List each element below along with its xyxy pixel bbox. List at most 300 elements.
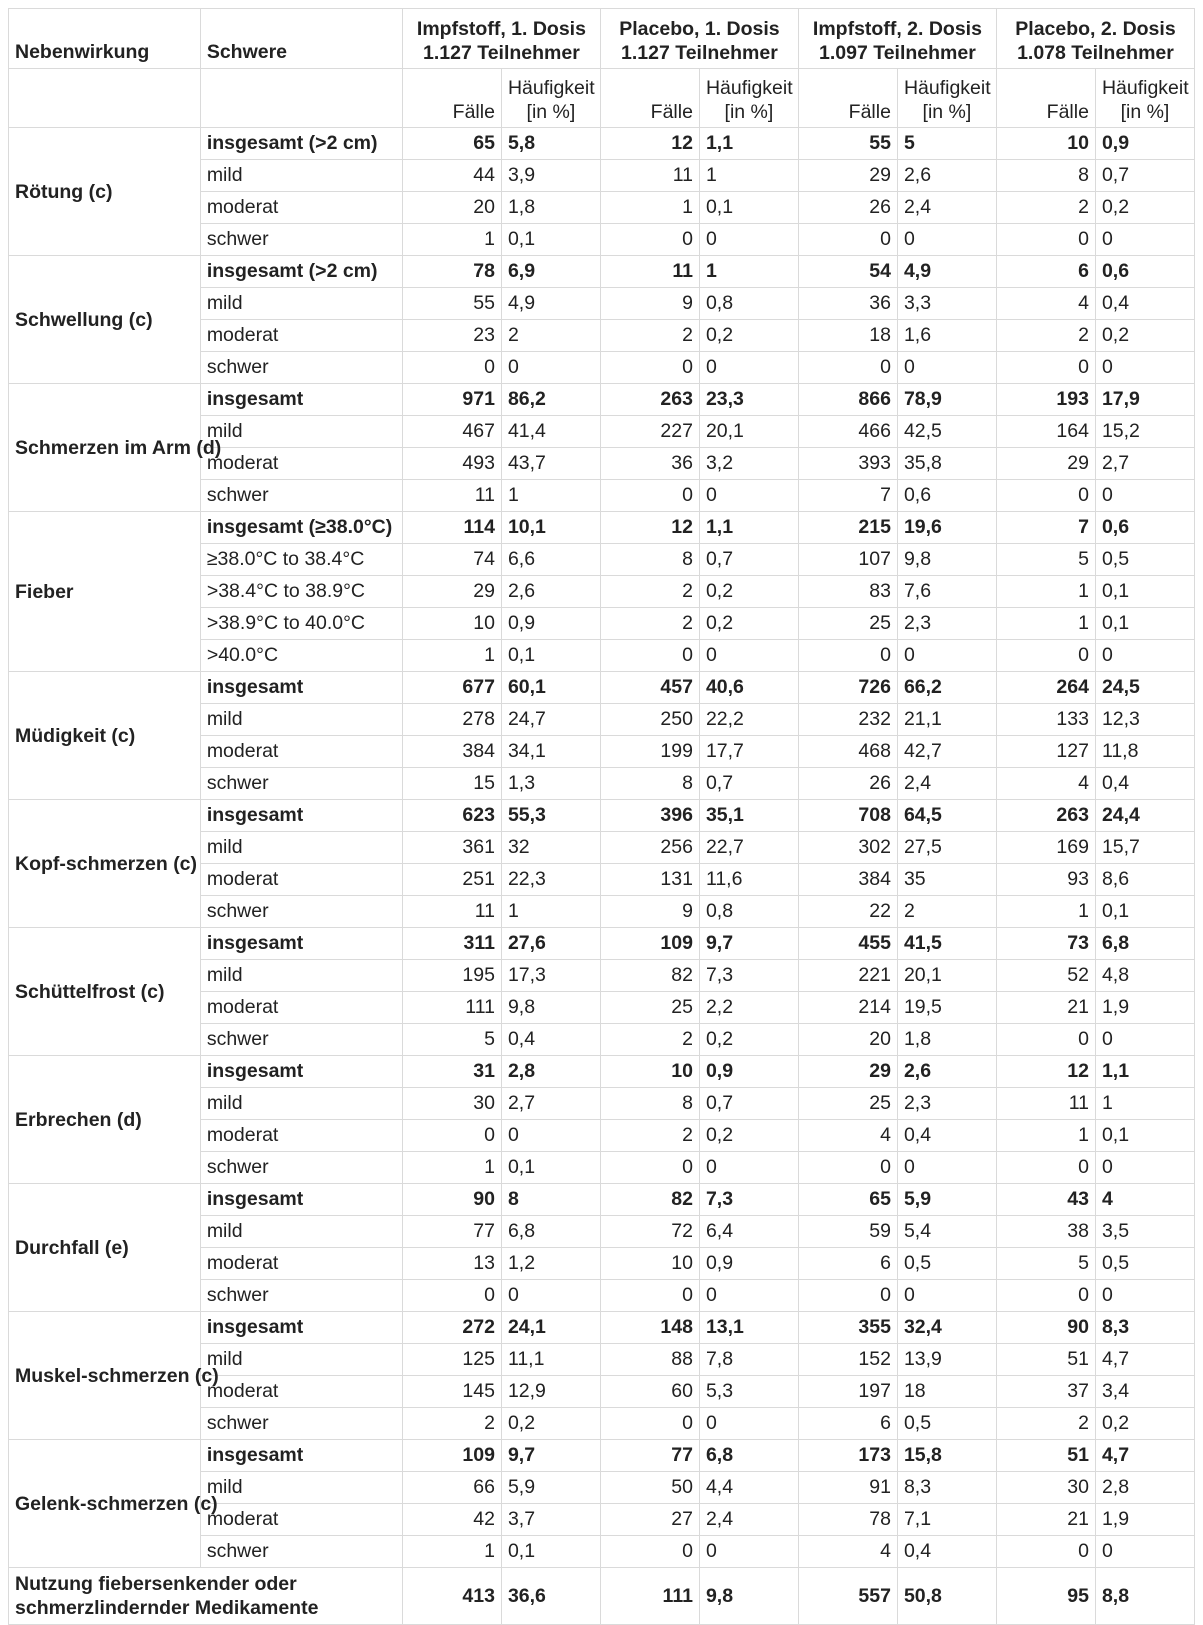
cell-cases: 111 [402, 992, 501, 1024]
cell-cases: 114 [402, 512, 501, 544]
cell-percent: 0,9 [501, 608, 600, 640]
cell-percent: 78,9 [897, 384, 996, 416]
table-row [9, 128, 1195, 160]
cell-percent: 4,9 [897, 256, 996, 288]
cell-percent: 0 [501, 1280, 600, 1312]
header-severity: Schwere [200, 9, 402, 69]
cell-percent: 3,9 [501, 160, 600, 192]
cell-percent: 6,4 [699, 1216, 798, 1248]
cell-cases: 2 [600, 576, 699, 608]
cell-cases: 27 [600, 1504, 699, 1536]
cell-cases: 13 [402, 1248, 501, 1280]
cell-percent: 32 [501, 832, 600, 864]
cell-cases: 263 [600, 384, 699, 416]
cell-percent: 2 [897, 896, 996, 928]
cell-cases: 111 [600, 1568, 699, 1625]
cell-percent: 0 [897, 1152, 996, 1184]
cell-percent: 1,8 [501, 192, 600, 224]
cell-percent: 18 [897, 1376, 996, 1408]
cell-percent: 11,8 [1095, 736, 1194, 768]
cell-cases: 199 [600, 736, 699, 768]
severity-label: insgesamt [200, 1056, 402, 1088]
cell-percent: 2,6 [501, 576, 600, 608]
cell-cases: 5 [996, 1248, 1095, 1280]
cell-percent: 5,9 [897, 1184, 996, 1216]
cell-percent: 0 [897, 640, 996, 672]
header-group [600, 9, 798, 69]
header-frequency: Häufigkeit [in %] [501, 69, 600, 128]
cell-cases: 109 [600, 928, 699, 960]
cell-percent: 0,2 [699, 576, 798, 608]
cell-percent: 0 [699, 480, 798, 512]
group-participants: 1.127 Teilnehmer [423, 42, 580, 64]
cell-cases: 7 [996, 512, 1095, 544]
cell-cases: 195 [402, 960, 501, 992]
cell-percent: 0,8 [699, 896, 798, 928]
severity-label: >38.4°C to 38.9°C [200, 576, 402, 608]
cell-cases: 77 [600, 1440, 699, 1472]
cell-percent: 0,1 [699, 192, 798, 224]
cell-percent: 43,7 [501, 448, 600, 480]
cell-percent: 36,6 [501, 1568, 600, 1625]
cell-cases: 52 [996, 960, 1095, 992]
adverse-effect-name: Rötung (c) [9, 128, 201, 256]
group-name: Impfstoff, 1. Dosis [416, 18, 586, 40]
cell-cases: 2 [600, 1024, 699, 1056]
cell-cases: 457 [600, 672, 699, 704]
cell-percent: 0 [1095, 1152, 1194, 1184]
cell-percent: 4,4 [699, 1472, 798, 1504]
severity-label: schwer [200, 1408, 402, 1440]
group-name: Placebo, 1. Dosis [619, 18, 780, 40]
cell-percent: 0 [699, 1536, 798, 1568]
cell-cases: 278 [402, 704, 501, 736]
cell-cases: 1 [996, 576, 1095, 608]
cell-percent: 1 [1095, 1088, 1194, 1120]
cell-cases: 1 [996, 1120, 1095, 1152]
cell-percent: 4,8 [1095, 960, 1194, 992]
cell-cases: 10 [600, 1056, 699, 1088]
cell-cases: 93 [996, 864, 1095, 896]
cell-percent: 2,4 [897, 192, 996, 224]
cell-cases: 623 [402, 800, 501, 832]
cell-cases: 2 [996, 192, 1095, 224]
cell-percent: 2,6 [897, 160, 996, 192]
cell-cases: 131 [600, 864, 699, 896]
cell-percent: 0,9 [699, 1056, 798, 1088]
cell-percent: 9,7 [501, 1440, 600, 1472]
severity-label: schwer [200, 352, 402, 384]
cell-cases: 25 [600, 992, 699, 1024]
cell-percent: 0,5 [897, 1408, 996, 1440]
cell-cases: 0 [996, 640, 1095, 672]
severity-label: moderat [200, 1376, 402, 1408]
cell-percent: 13,9 [897, 1344, 996, 1376]
cell-cases: 127 [996, 736, 1095, 768]
cell-cases: 1 [996, 896, 1095, 928]
cell-percent: 1,8 [897, 1024, 996, 1056]
adverse-effect-name: Kopf-schmerzen (c) [9, 800, 201, 928]
cell-cases: 152 [798, 1344, 897, 1376]
cell-percent: 9,7 [699, 928, 798, 960]
cell-percent: 0 [699, 640, 798, 672]
adverse-effect-name: Müdigkeit (c) [9, 672, 201, 800]
cell-cases: 302 [798, 832, 897, 864]
cell-cases: 355 [798, 1312, 897, 1344]
severity-label: insgesamt [200, 1440, 402, 1472]
cell-percent: 22,2 [699, 704, 798, 736]
cell-cases: 2 [600, 320, 699, 352]
cell-cases: 0 [996, 480, 1095, 512]
cell-percent: 0,7 [699, 1088, 798, 1120]
cell-percent: 23,3 [699, 384, 798, 416]
cell-cases: 66 [402, 1472, 501, 1504]
cell-cases: 677 [402, 672, 501, 704]
severity-label: schwer [200, 480, 402, 512]
cell-percent: 19,5 [897, 992, 996, 1024]
cell-cases: 4 [798, 1536, 897, 1568]
cell-percent: 0 [897, 352, 996, 384]
cell-percent: 2,7 [501, 1088, 600, 1120]
header-blank [9, 69, 201, 128]
severity-label: insgesamt (>2 cm) [200, 256, 402, 288]
cell-cases: 5 [996, 544, 1095, 576]
severity-label: insgesamt [200, 384, 402, 416]
cell-cases: 4 [996, 288, 1095, 320]
cell-percent: 5 [897, 128, 996, 160]
severity-label: mild [200, 160, 402, 192]
cell-percent: 0,1 [1095, 896, 1194, 928]
cell-cases: 11 [600, 160, 699, 192]
cell-percent: 11,6 [699, 864, 798, 896]
cell-percent: 19,6 [897, 512, 996, 544]
header-row-groups [9, 9, 1195, 69]
cell-cases: 0 [600, 1536, 699, 1568]
cell-percent: 0,1 [501, 640, 600, 672]
cell-percent: 8 [501, 1184, 600, 1216]
cell-percent: 0 [699, 1280, 798, 1312]
cell-cases: 173 [798, 1440, 897, 1472]
severity-label: mild [200, 832, 402, 864]
cell-percent: 2 [501, 320, 600, 352]
severity-label: insgesamt (≥38.0°C) [200, 512, 402, 544]
cell-cases: 8 [600, 768, 699, 800]
cell-cases: 29 [996, 448, 1095, 480]
severity-label: moderat [200, 1248, 402, 1280]
cell-percent: 1,3 [501, 768, 600, 800]
cell-cases: 25 [798, 608, 897, 640]
severity-label: insgesamt [200, 1184, 402, 1216]
header-cases: Fälle [798, 69, 897, 128]
cell-cases: 0 [402, 1280, 501, 1312]
cell-percent: 5,4 [897, 1216, 996, 1248]
cell-cases: 36 [600, 448, 699, 480]
cell-percent: 0 [1095, 1536, 1194, 1568]
cell-percent: 35,8 [897, 448, 996, 480]
cell-percent: 0,4 [501, 1024, 600, 1056]
footer-row [9, 1568, 1195, 1625]
cell-cases: 384 [798, 864, 897, 896]
cell-percent: 0,9 [699, 1248, 798, 1280]
header-frequency: Häufigkeit [in %] [897, 69, 996, 128]
cell-percent: 15,7 [1095, 832, 1194, 864]
cell-cases: 12 [600, 512, 699, 544]
cell-cases: 2 [996, 1408, 1095, 1440]
cell-percent: 64,5 [897, 800, 996, 832]
severity-label: insgesamt [200, 672, 402, 704]
table-row [9, 1312, 1195, 1344]
cell-percent: 9,8 [501, 992, 600, 1024]
cell-cases: 43 [996, 1184, 1095, 1216]
cell-cases: 557 [798, 1568, 897, 1625]
cell-percent: 1,2 [501, 1248, 600, 1280]
cell-cases: 0 [600, 1408, 699, 1440]
cell-cases: 74 [402, 544, 501, 576]
severity-label: moderat [200, 320, 402, 352]
cell-percent: 13,1 [699, 1312, 798, 1344]
cell-cases: 91 [798, 1472, 897, 1504]
cell-percent: 3,2 [699, 448, 798, 480]
cell-percent: 4,7 [1095, 1344, 1194, 1376]
cell-percent: 0,6 [897, 480, 996, 512]
cell-cases: 12 [600, 128, 699, 160]
cell-cases: 109 [402, 1440, 501, 1472]
cell-percent: 8,8 [1095, 1568, 1194, 1625]
cell-cases: 25 [798, 1088, 897, 1120]
cell-cases: 164 [996, 416, 1095, 448]
table-row [9, 1184, 1195, 1216]
severity-label: schwer [200, 1152, 402, 1184]
cell-cases: 125 [402, 1344, 501, 1376]
cell-cases: 83 [798, 576, 897, 608]
cell-percent: 22,3 [501, 864, 600, 896]
cell-cases: 256 [600, 832, 699, 864]
cell-cases: 26 [798, 768, 897, 800]
footer-label: Nutzung fiebersenkender oder schmerzlindernder Medikamente [9, 1568, 403, 1625]
header-blank [200, 69, 402, 128]
cell-cases: 65 [798, 1184, 897, 1216]
cell-cases: 38 [996, 1216, 1095, 1248]
adverse-effect-name: Durchfall (e) [9, 1184, 201, 1312]
cell-cases: 250 [600, 704, 699, 736]
severity-label: insgesamt (>2 cm) [200, 128, 402, 160]
cell-cases: 0 [798, 224, 897, 256]
cell-cases: 78 [798, 1504, 897, 1536]
cell-cases: 107 [798, 544, 897, 576]
header-group [402, 9, 600, 69]
cell-percent: 2,3 [897, 1088, 996, 1120]
cell-percent: 24,7 [501, 704, 600, 736]
cell-cases: 1 [600, 192, 699, 224]
cell-percent: 60,1 [501, 672, 600, 704]
cell-cases: 361 [402, 832, 501, 864]
cell-percent: 0,8 [699, 288, 798, 320]
cell-percent: 10,1 [501, 512, 600, 544]
header-frequency: Häufigkeit [in %] [1095, 69, 1194, 128]
cell-cases: 11 [996, 1088, 1095, 1120]
cell-cases: 78 [402, 256, 501, 288]
cell-percent: 0 [1095, 224, 1194, 256]
cell-cases: 0 [996, 224, 1095, 256]
cell-cases: 2 [402, 1408, 501, 1440]
cell-percent: 1,6 [897, 320, 996, 352]
table-row [9, 1056, 1195, 1088]
cell-percent: 1,1 [699, 512, 798, 544]
cell-cases: 18 [798, 320, 897, 352]
cell-percent: 15,8 [897, 1440, 996, 1472]
cell-percent: 4,7 [1095, 1440, 1194, 1472]
cell-percent: 0 [1095, 480, 1194, 512]
cell-percent: 0,5 [1095, 1248, 1194, 1280]
cell-cases: 0 [996, 352, 1095, 384]
cell-percent: 0,7 [699, 768, 798, 800]
cell-cases: 311 [402, 928, 501, 960]
cell-cases: 272 [402, 1312, 501, 1344]
cell-percent: 2,6 [897, 1056, 996, 1088]
cell-percent: 34,1 [501, 736, 600, 768]
cell-cases: 50 [600, 1472, 699, 1504]
cell-cases: 36 [798, 288, 897, 320]
table-row [9, 256, 1195, 288]
cell-percent: 0,2 [699, 1120, 798, 1152]
cell-cases: 15 [402, 768, 501, 800]
cell-cases: 59 [798, 1216, 897, 1248]
cell-percent: 20,1 [699, 416, 798, 448]
cell-cases: 29 [402, 576, 501, 608]
severity-label: >38.9°C to 40.0°C [200, 608, 402, 640]
cell-cases: 55 [798, 128, 897, 160]
cell-cases: 82 [600, 960, 699, 992]
cell-percent: 0 [699, 352, 798, 384]
cell-cases: 54 [798, 256, 897, 288]
cell-cases: 0 [600, 640, 699, 672]
severity-label: schwer [200, 1280, 402, 1312]
severity-label: mild [200, 960, 402, 992]
header-cases: Fälle [402, 69, 501, 128]
cell-percent: 17,7 [699, 736, 798, 768]
cell-percent: 2,8 [1095, 1472, 1194, 1504]
cell-percent: 11,1 [501, 1344, 600, 1376]
cell-percent: 7,1 [897, 1504, 996, 1536]
cell-cases: 197 [798, 1376, 897, 1408]
cell-percent: 0,1 [501, 224, 600, 256]
cell-cases: 264 [996, 672, 1095, 704]
cell-cases: 31 [402, 1056, 501, 1088]
cell-percent: 21,1 [897, 704, 996, 736]
cell-percent: 1,9 [1095, 1504, 1194, 1536]
cell-percent: 0,5 [897, 1248, 996, 1280]
cell-cases: 6 [798, 1248, 897, 1280]
cell-cases: 10 [402, 608, 501, 640]
header-cases: Fälle [996, 69, 1095, 128]
cell-cases: 12 [996, 1056, 1095, 1088]
cell-percent: 9,8 [699, 1568, 798, 1625]
cell-cases: 90 [996, 1312, 1095, 1344]
cell-cases: 413 [402, 1568, 501, 1625]
cell-percent: 8,3 [1095, 1312, 1194, 1344]
table-row [9, 672, 1195, 704]
adverse-effect-name: Fieber [9, 512, 201, 672]
cell-percent: 2,8 [501, 1056, 600, 1088]
cell-percent: 6,9 [501, 256, 600, 288]
cell-percent: 24,5 [1095, 672, 1194, 704]
cell-percent: 1,9 [1095, 992, 1194, 1024]
cell-percent: 55,3 [501, 800, 600, 832]
cell-cases: 251 [402, 864, 501, 896]
cell-percent: 3,5 [1095, 1216, 1194, 1248]
cell-percent: 5,9 [501, 1472, 600, 1504]
severity-label: schwer [200, 768, 402, 800]
cell-cases: 0 [600, 224, 699, 256]
cell-percent: 3,7 [501, 1504, 600, 1536]
severity-label: mild [200, 1344, 402, 1376]
cell-percent: 42,7 [897, 736, 996, 768]
severity-label: mild [200, 1088, 402, 1120]
cell-cases: 82 [600, 1184, 699, 1216]
cell-percent: 6,8 [699, 1440, 798, 1472]
cell-percent: 0 [1095, 1024, 1194, 1056]
cell-percent: 7,3 [699, 1184, 798, 1216]
cell-percent: 2,4 [699, 1504, 798, 1536]
cell-cases: 221 [798, 960, 897, 992]
cell-cases: 77 [402, 1216, 501, 1248]
cell-cases: 21 [996, 992, 1095, 1024]
cell-percent: 9,8 [897, 544, 996, 576]
cell-cases: 467 [402, 416, 501, 448]
cell-cases: 493 [402, 448, 501, 480]
cell-percent: 5,8 [501, 128, 600, 160]
cell-percent: 4 [1095, 1184, 1194, 1216]
cell-percent: 6,6 [501, 544, 600, 576]
cell-cases: 51 [996, 1344, 1095, 1376]
severity-label: >40.0°C [200, 640, 402, 672]
cell-percent: 35 [897, 864, 996, 896]
cell-percent: 0 [1095, 640, 1194, 672]
cell-cases: 1 [996, 608, 1095, 640]
severity-label: ≥38.0°C to 38.4°C [200, 544, 402, 576]
cell-cases: 20 [798, 1024, 897, 1056]
cell-cases: 11 [402, 896, 501, 928]
severity-label: moderat [200, 1504, 402, 1536]
cell-percent: 0,2 [699, 1024, 798, 1056]
cell-percent: 0,1 [1095, 608, 1194, 640]
cell-percent: 24,4 [1095, 800, 1194, 832]
cell-percent: 2,7 [1095, 448, 1194, 480]
severity-label: moderat [200, 736, 402, 768]
cell-percent: 2,3 [897, 608, 996, 640]
header-adverse-effect: Nebenwirkung [9, 9, 201, 69]
cell-percent: 0,2 [501, 1408, 600, 1440]
cell-percent: 0,1 [501, 1536, 600, 1568]
cell-cases: 2 [600, 1120, 699, 1152]
cell-percent: 27,6 [501, 928, 600, 960]
severity-label: mild [200, 416, 402, 448]
table-row [9, 1440, 1195, 1472]
cell-percent: 27,5 [897, 832, 996, 864]
cell-cases: 0 [996, 1280, 1095, 1312]
cell-percent: 1,1 [699, 128, 798, 160]
cell-percent: 42,5 [897, 416, 996, 448]
cell-cases: 42 [402, 1504, 501, 1536]
cell-cases: 215 [798, 512, 897, 544]
cell-cases: 708 [798, 800, 897, 832]
cell-cases: 0 [402, 1120, 501, 1152]
cell-cases: 73 [996, 928, 1095, 960]
cell-percent: 0 [699, 224, 798, 256]
cell-percent: 2,4 [897, 768, 996, 800]
cell-cases: 30 [996, 1472, 1095, 1504]
cell-percent: 0,4 [897, 1120, 996, 1152]
